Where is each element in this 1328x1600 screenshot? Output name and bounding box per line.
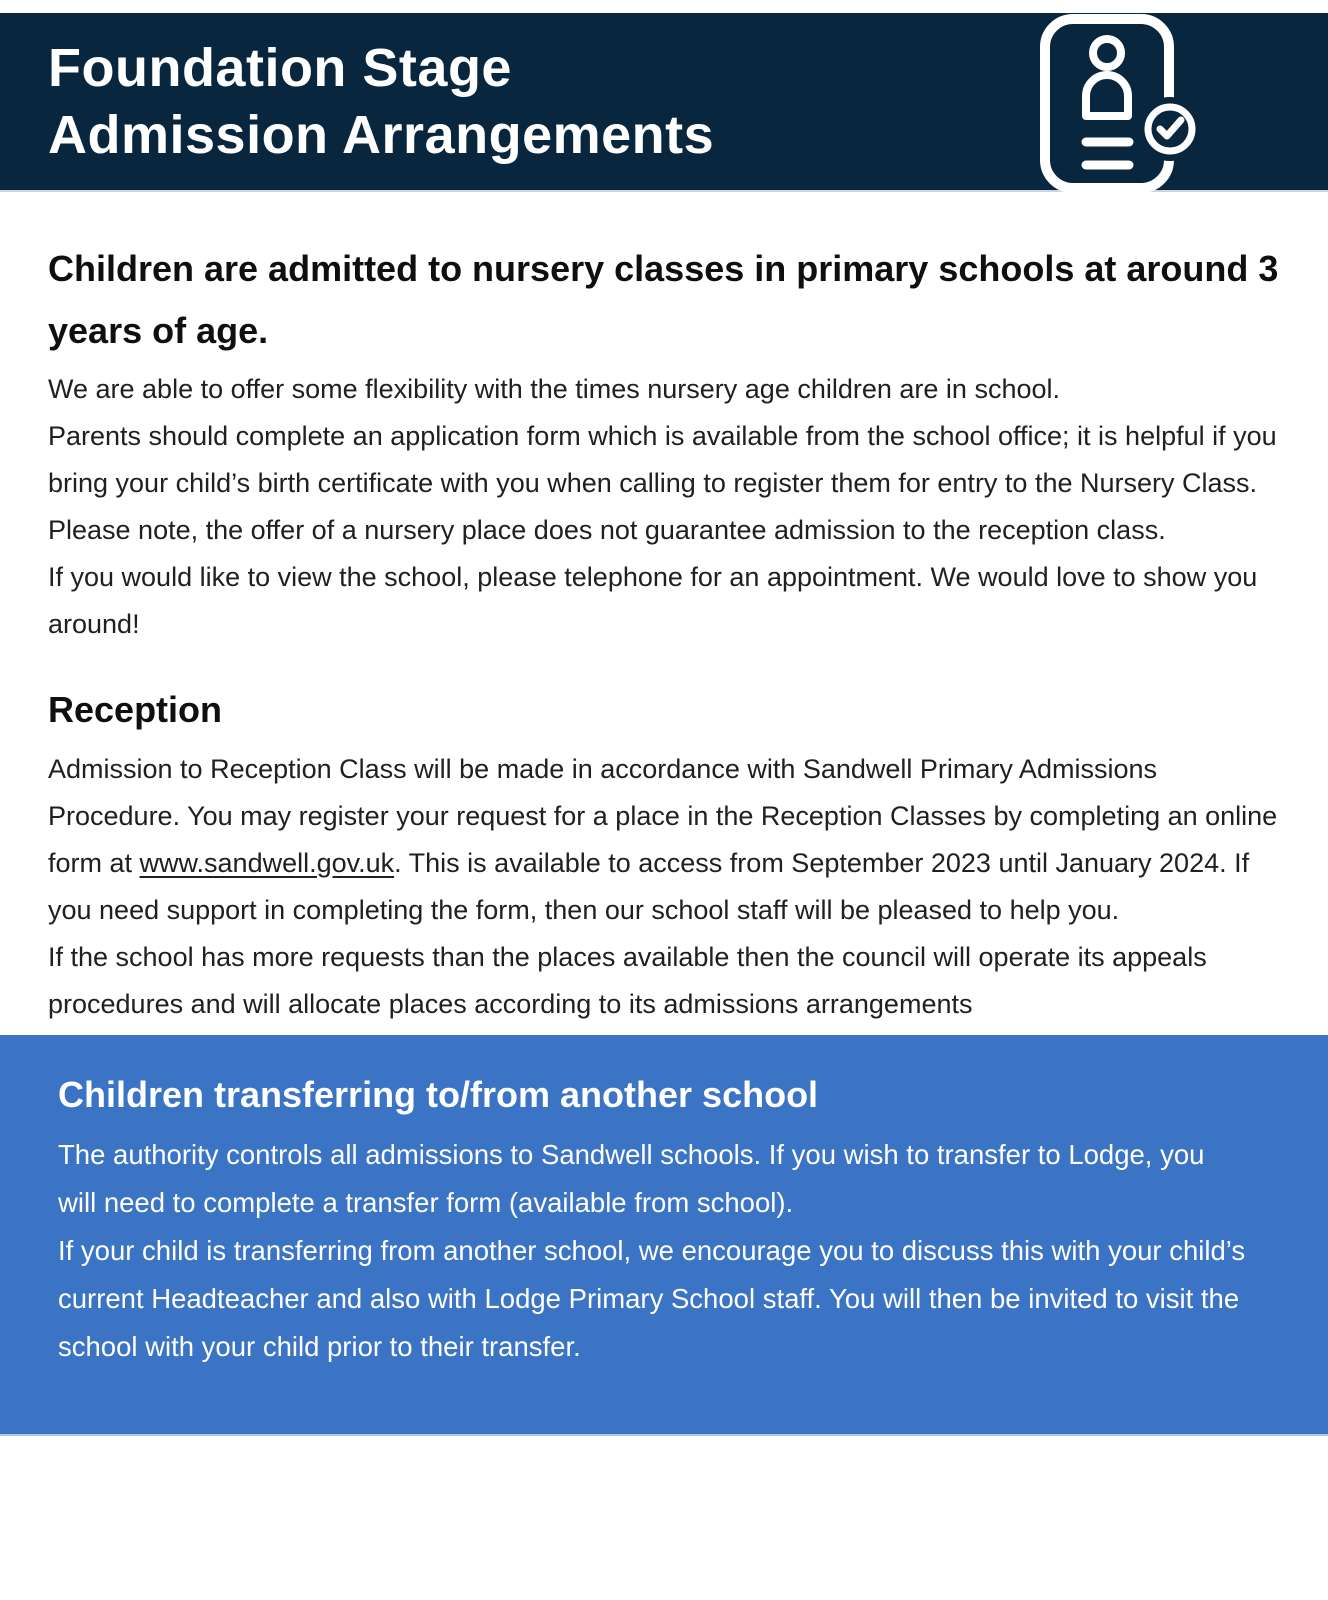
reception-heading: Reception	[48, 689, 223, 730]
main-content	[0, 192, 1328, 1028]
nursery-paragraph-1: We are able to offer some flexibility with the times nursery age children are in school.	[48, 374, 1060, 404]
sandwell-website-link[interactable]: www.sandwell.gov.uk	[139, 848, 395, 878]
reception-paragraph-2: If the school has more requests than the places available then the council will operate its appeals procedures and will allocate places according to its admissions arrangements	[48, 942, 1207, 1019]
reception-paragraph-text: Admission to Reception Class will be made in accordance with Sandwell Primary Admissions Procedure. You may register your request for a place in the Reception Classes by completing an online form at	[48, 754, 1278, 878]
transfer-paragraph-2: If your child is transferring from another school, we encourage you to discuss this with your child’s current Headteacher and also with Lodge Primary School staff. You will then be invited to visit the school with your child prior to their transfer.	[58, 1235, 1246, 1362]
header-banner	[0, 13, 1328, 192]
page-title-line2: Admission Arrangements	[48, 105, 715, 165]
reception-paragraph-1	[48, 746, 1280, 934]
transfer-paragraph-1: The authority controls all admissions to Sandwell schools. If you wish to transfer to Lodge, you will need to complete a transfer form (available from school).	[58, 1139, 1205, 1218]
id-card-check-icon	[1040, 14, 1197, 193]
nursery-heading: Children are admitted to nursery classes in primary schools at around 3 years of age.	[48, 248, 1279, 351]
nursery-paragraph-3: Please note, the offer of a nursery place does not guarantee admission to the reception class.	[48, 515, 1166, 545]
top-margin	[0, 0, 1328, 13]
reception-paragraph-text-after: . This is available to access from September 2023 until January 2024. If you need support in completing the form, then our school staff will be pleased to help you.	[48, 848, 1250, 925]
nursery-paragraph-4: If you would like to view the school, please telephone for an appointment. We would love to show you around!	[48, 562, 1258, 639]
bottom-margin	[0, 1436, 1328, 1455]
page-title-line1: Foundation Stage	[48, 38, 512, 98]
nursery-paragraph-2: Parents should complete an application form which is available from the school office; it is helpful if you bring your child’s birth certificate with you when calling to register them for entry to the Nursery Class.	[48, 421, 1277, 498]
transfer-section	[0, 1035, 1328, 1436]
transfer-heading: Children transferring to/from another school	[58, 1074, 819, 1115]
page-title	[48, 35, 714, 169]
